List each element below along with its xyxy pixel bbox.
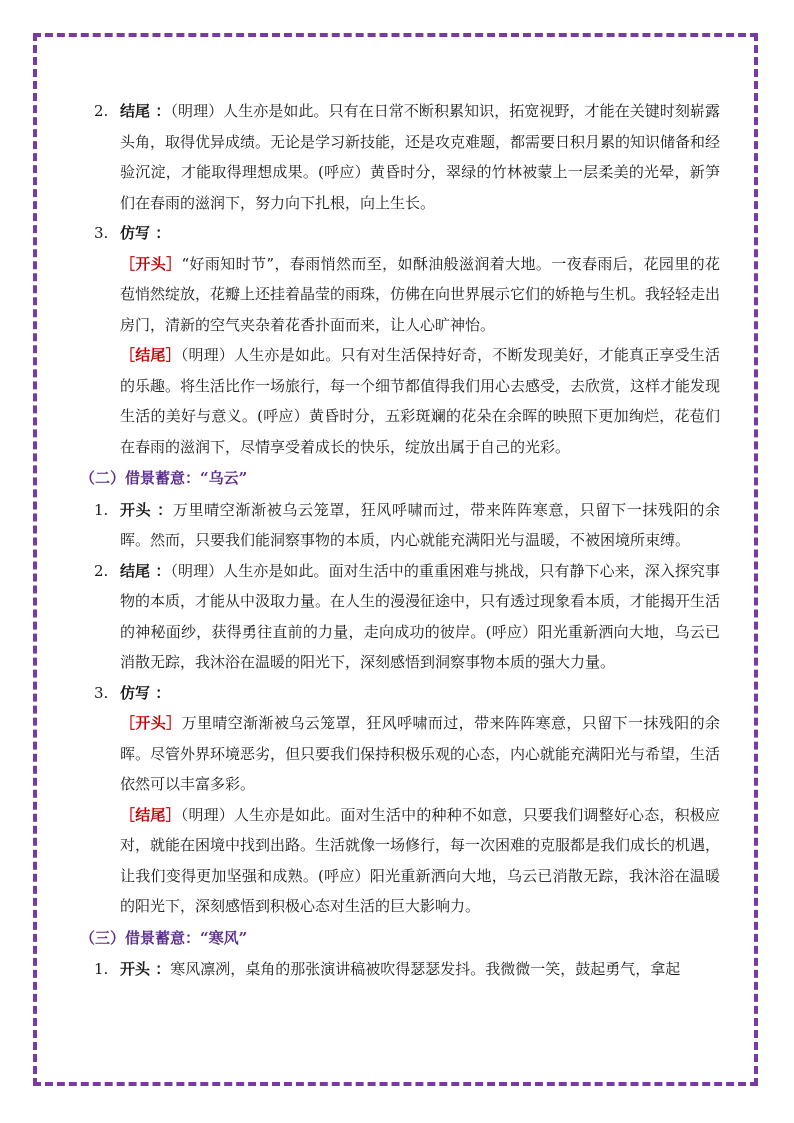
section-heading: （三）借景蓄意：“寒风”: [80, 928, 248, 947]
list-item: [94, 556, 720, 678]
paragraph-tag: ［开头］: [120, 254, 182, 273]
paragraph-tag: ［开头］: [120, 714, 182, 732]
list-item: [94, 218, 720, 249]
paragraph-text: 万里晴空渐渐被乌云笼罩，狂风呼啸而过，带来阵阵寒意，只留下一抹残阳的余晖。尽管外界环境恶劣，但只要我们保持积极乐观的心态，内心就能充满阳光与希望，生活依然可以丰富多彩。: [120, 714, 721, 793]
document-body: [0, 96, 794, 985]
item-number: 1.: [94, 960, 109, 978]
paragraph-tag: ［结尾］: [120, 346, 181, 364]
list-item: [94, 678, 720, 709]
paragraph-text: （明理）人生亦是如此。只有对生活保持好奇，不断发现美好，才能真正享受生活的乐趣。将生活比作一场旅行，每一个细节都值得我们用心去感受，去欣赏，这样才能发现生活的美好与意义。(呼应）黄昏时分，五彩斑斓的花朵在余晖的映照下更加绚烂，花苞们在春雨的滋润下，尽情享受着成长的快乐，绽放出属于自己的光彩。: [120, 346, 721, 456]
item-label: 结尾 ：: [120, 561, 171, 580]
item-text: （明理）人生亦是如此。只有在日常不断积累知识，拓宽视野，才能在关键时刻崭露头角，取得优异成绩。无论是学习新技能，还是攻克难题，都需要日积月累的知识储备和经验沉淀，才能取得理想成果。(呼应）黄昏时分，翠绿的竹林被蒙上一层柔美的光晕，新笋们在春雨的滋润下，努力向下扎根，向上生长。: [120, 102, 721, 212]
item-number: 3.: [94, 224, 109, 242]
paragraph-text: “好雨知时节”，春雨悄然而至，如酥油般滋润着大地。一夜春雨后，花园里的花苞悄然绽放，花瓣上还挂着晶莹的雨珠，仿佛在向世界展示它们的娇艳与生机。我轻轻走出房门，清新的空气夹杂着花香扑面而来，让人心旷神怡。: [120, 254, 721, 334]
paragraph-text: （明理）人生亦是如此。面对生活中的种种不如意，只要我们调整好心态，积极应对，就能在困境中找到出路。生活就像一场修行，每一次困难的克服都是我们成长的机遇，让我们变得更加坚强和成熟。(呼应）阳光重新洒向大地，乌云已消散无踪，我沐浴在温暖的阳光下，深刻感悟到积极心态对生活的巨大影响力。: [120, 805, 721, 915]
item-number: 2.: [94, 102, 109, 120]
item-label: 开头 ：: [120, 500, 173, 519]
item-text: 寒风凛冽，桌角的那张演讲稿被吹得瑟瑟发抖。我微微一笑，鼓起勇气，拿起: [170, 960, 681, 978]
paragraph: [120, 800, 720, 922]
item-label: 开头 ：: [120, 960, 171, 978]
paragraph-tag: ［结尾］: [120, 805, 181, 824]
paragraph: [120, 340, 720, 462]
section-heading: （二）借景蓄意：“乌云”: [80, 469, 248, 487]
item-text: （明理）人生亦是如此。面对生活中的重重困难与挑战，只有静下心来，深入探究事物的本质，才能从中汲取力量。在人生的漫漫征途中，只有透过现象看本质，才能揭开生活的神秘面纱，获得勇往直前的力量，走向成功的彼岸。(呼应）阳光重新洒向大地，乌云已消散无踪，我沐浴在温暖的阳光下，深刻感悟到洞察事物本质的强大力量。: [120, 561, 721, 671]
item-number: 1.: [94, 500, 109, 519]
list-item: [94, 495, 720, 556]
list-item: [94, 96, 720, 218]
item-text: 万里晴空渐渐被乌云笼罩，狂风呼啸而过，带来阵阵寒意，只留下一抹残阳的余晖。然而，只要我们能洞察事物的本质，内心就能充满阳光与温暖，不被困境所束缚。: [120, 500, 720, 549]
list-item: [94, 954, 720, 985]
paragraph: [120, 708, 720, 800]
item-number: 2.: [94, 561, 109, 580]
paragraph: [120, 249, 720, 341]
item-number: 3.: [94, 683, 109, 702]
item-label: 仿写 ：: [120, 683, 171, 702]
item-label: 结尾 ：: [120, 102, 171, 120]
item-label: 仿写 ：: [120, 224, 171, 242]
